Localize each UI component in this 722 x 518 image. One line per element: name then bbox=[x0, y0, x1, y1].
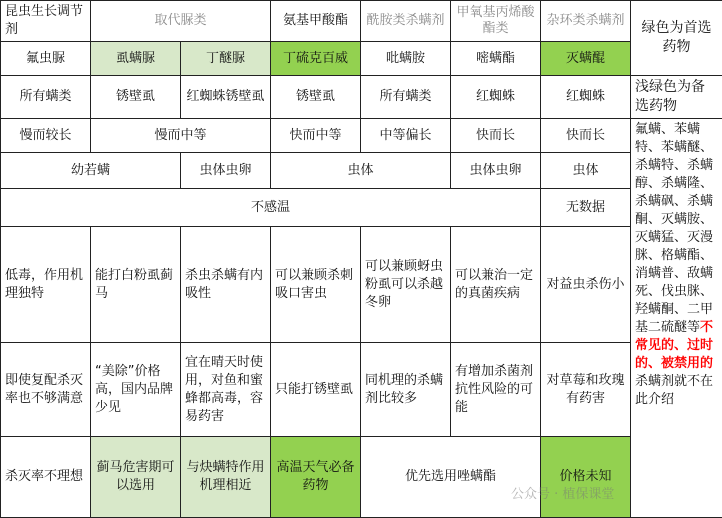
disadvantage-cell: 对草莓和玫瑰有药害 bbox=[541, 343, 631, 437]
disadvantage-cell: 即使复配杀灭率也不够满意 bbox=[1, 343, 91, 437]
header-igr: 昆虫生长调节剂 bbox=[1, 1, 91, 42]
speed-cell: 中等偏长 bbox=[361, 119, 451, 153]
name-diafenthiuron: 丁醚脲 bbox=[181, 42, 271, 76]
legend-sidebar bbox=[631, 119, 722, 518]
header-row bbox=[1, 1, 722, 42]
note-cell: 与炔螨特作用机理相近 bbox=[181, 437, 271, 518]
stage-cell: 幼若螨 bbox=[1, 153, 181, 189]
speed-cell: 慢而较长 bbox=[1, 119, 91, 153]
advantage-cell: 杀虫杀螨有内吸性 bbox=[181, 227, 271, 343]
name-fluacrypyrim: 嘧螨酯 bbox=[451, 42, 541, 76]
speed-cell: 快而长 bbox=[541, 119, 631, 153]
target-cell: 所有螨类 bbox=[1, 76, 91, 119]
legend-list: 氟螨、苯螨特、苯螨醚、杀螨特、杀螨醇、杀螨隆、杀螨砜、杀螨酮、灭螨胺、灭螨猛、灭漫脒、格螨酯、消螨普、敌螨死、伐虫脒、羟螨酮、二甲基二硫醚等 bbox=[635, 122, 713, 335]
temperature-cell: 无数据 bbox=[541, 189, 631, 227]
header-methoxyacrylate: 甲氧基丙烯酸酯类 bbox=[451, 1, 541, 42]
name-lufenuron: 虱螨脲 bbox=[91, 42, 181, 76]
name-acequinocyl: 灭螨醌 bbox=[541, 42, 631, 76]
target-cell: 锈壁虱 bbox=[271, 76, 361, 119]
speed-cell: 快而中等 bbox=[271, 119, 361, 153]
disadvantage-cell: 宜在晴天时使用，对鱼和蜜蜂都高毒，容易药害 bbox=[181, 343, 271, 437]
target-cell: 红蜘蛛锈壁虱 bbox=[181, 76, 271, 119]
header-carbamate: 氨基甲酸酯 bbox=[271, 1, 361, 42]
stage-cell: 虫体虫卵 bbox=[181, 153, 271, 189]
name-carbosulfan: 丁硫克百威 bbox=[271, 42, 361, 76]
header-heterocyclic: 杂环类杀螨剂 bbox=[541, 1, 631, 42]
advantage-cell: 可以兼治一定的真菌疾病 bbox=[451, 227, 541, 343]
note-cell: 蓟马危害期可以选用 bbox=[91, 437, 181, 518]
disadvantages-row bbox=[1, 343, 722, 437]
speed-cell: 快而长 bbox=[451, 119, 541, 153]
name-flufenoxuron: 氟虫脲 bbox=[1, 42, 91, 76]
stage-cell: 虫体虫卵 bbox=[451, 153, 541, 189]
targets-row bbox=[1, 76, 722, 119]
stage-cell: 虫体 bbox=[271, 153, 451, 189]
legend-warning: 不常见的、过时的、被禁用的 bbox=[635, 320, 713, 371]
speed-cell: 慢而中等 bbox=[91, 119, 271, 153]
legend-primary: 绿色为首选药物 bbox=[631, 1, 722, 76]
temperature-row bbox=[1, 189, 722, 227]
legend-tail: 杀螨剂就不在此介绍 bbox=[635, 374, 713, 407]
speed-row bbox=[1, 119, 722, 153]
target-cell: 所有螨类 bbox=[361, 76, 451, 119]
header-amide: 酰胺类杀螨剂 bbox=[361, 1, 451, 42]
target-cell: 锈壁虱 bbox=[91, 76, 181, 119]
target-cell: 红蜘蛛 bbox=[541, 76, 631, 119]
advantages-row bbox=[1, 227, 722, 343]
note-cell: 杀灭率不理想 bbox=[1, 437, 91, 518]
advantage-cell: 可以兼顾杀刺吸口害虫 bbox=[271, 227, 361, 343]
advantage-cell: 低毒，作用机理独特 bbox=[1, 227, 91, 343]
note-cell: 高温天气必备药物 bbox=[271, 437, 361, 518]
stage-row bbox=[1, 153, 722, 189]
disadvantage-cell: 同机理的杀螨剂比较多 bbox=[361, 343, 451, 437]
advantage-cell: 对益虫杀伤小 bbox=[541, 227, 631, 343]
temperature-cell: 不感温 bbox=[1, 189, 541, 227]
target-cell: 红蜘蛛 bbox=[451, 76, 541, 119]
disadvantage-cell: 有增加杀菌剂抗性风险的可能 bbox=[451, 343, 541, 437]
advantage-cell: 能打白粉虱蓟马 bbox=[91, 227, 181, 343]
stage-cell: 虫体 bbox=[541, 153, 631, 189]
header-substituted-urea: 取代脲类 bbox=[91, 1, 271, 42]
disadvantage-cell: “美除”价格高，国内品牌少见 bbox=[91, 343, 181, 437]
note-cell: 价格未知 bbox=[541, 437, 631, 518]
note-cell: 优先选用唑螨酯 bbox=[361, 437, 541, 518]
advantage-cell: 可以兼顾蚜虫粉虱可以杀越冬卵 bbox=[361, 227, 451, 343]
name-tebufenpyrad: 吡螨胺 bbox=[361, 42, 451, 76]
watermark-text: 公众号 · 植保课堂 bbox=[511, 483, 614, 502]
legend-backup: 浅绿色为备选药物 bbox=[631, 76, 722, 119]
disadvantage-cell: 只能打锈壁虱 bbox=[271, 343, 361, 437]
notes-row bbox=[1, 437, 722, 518]
names-row bbox=[1, 42, 722, 76]
